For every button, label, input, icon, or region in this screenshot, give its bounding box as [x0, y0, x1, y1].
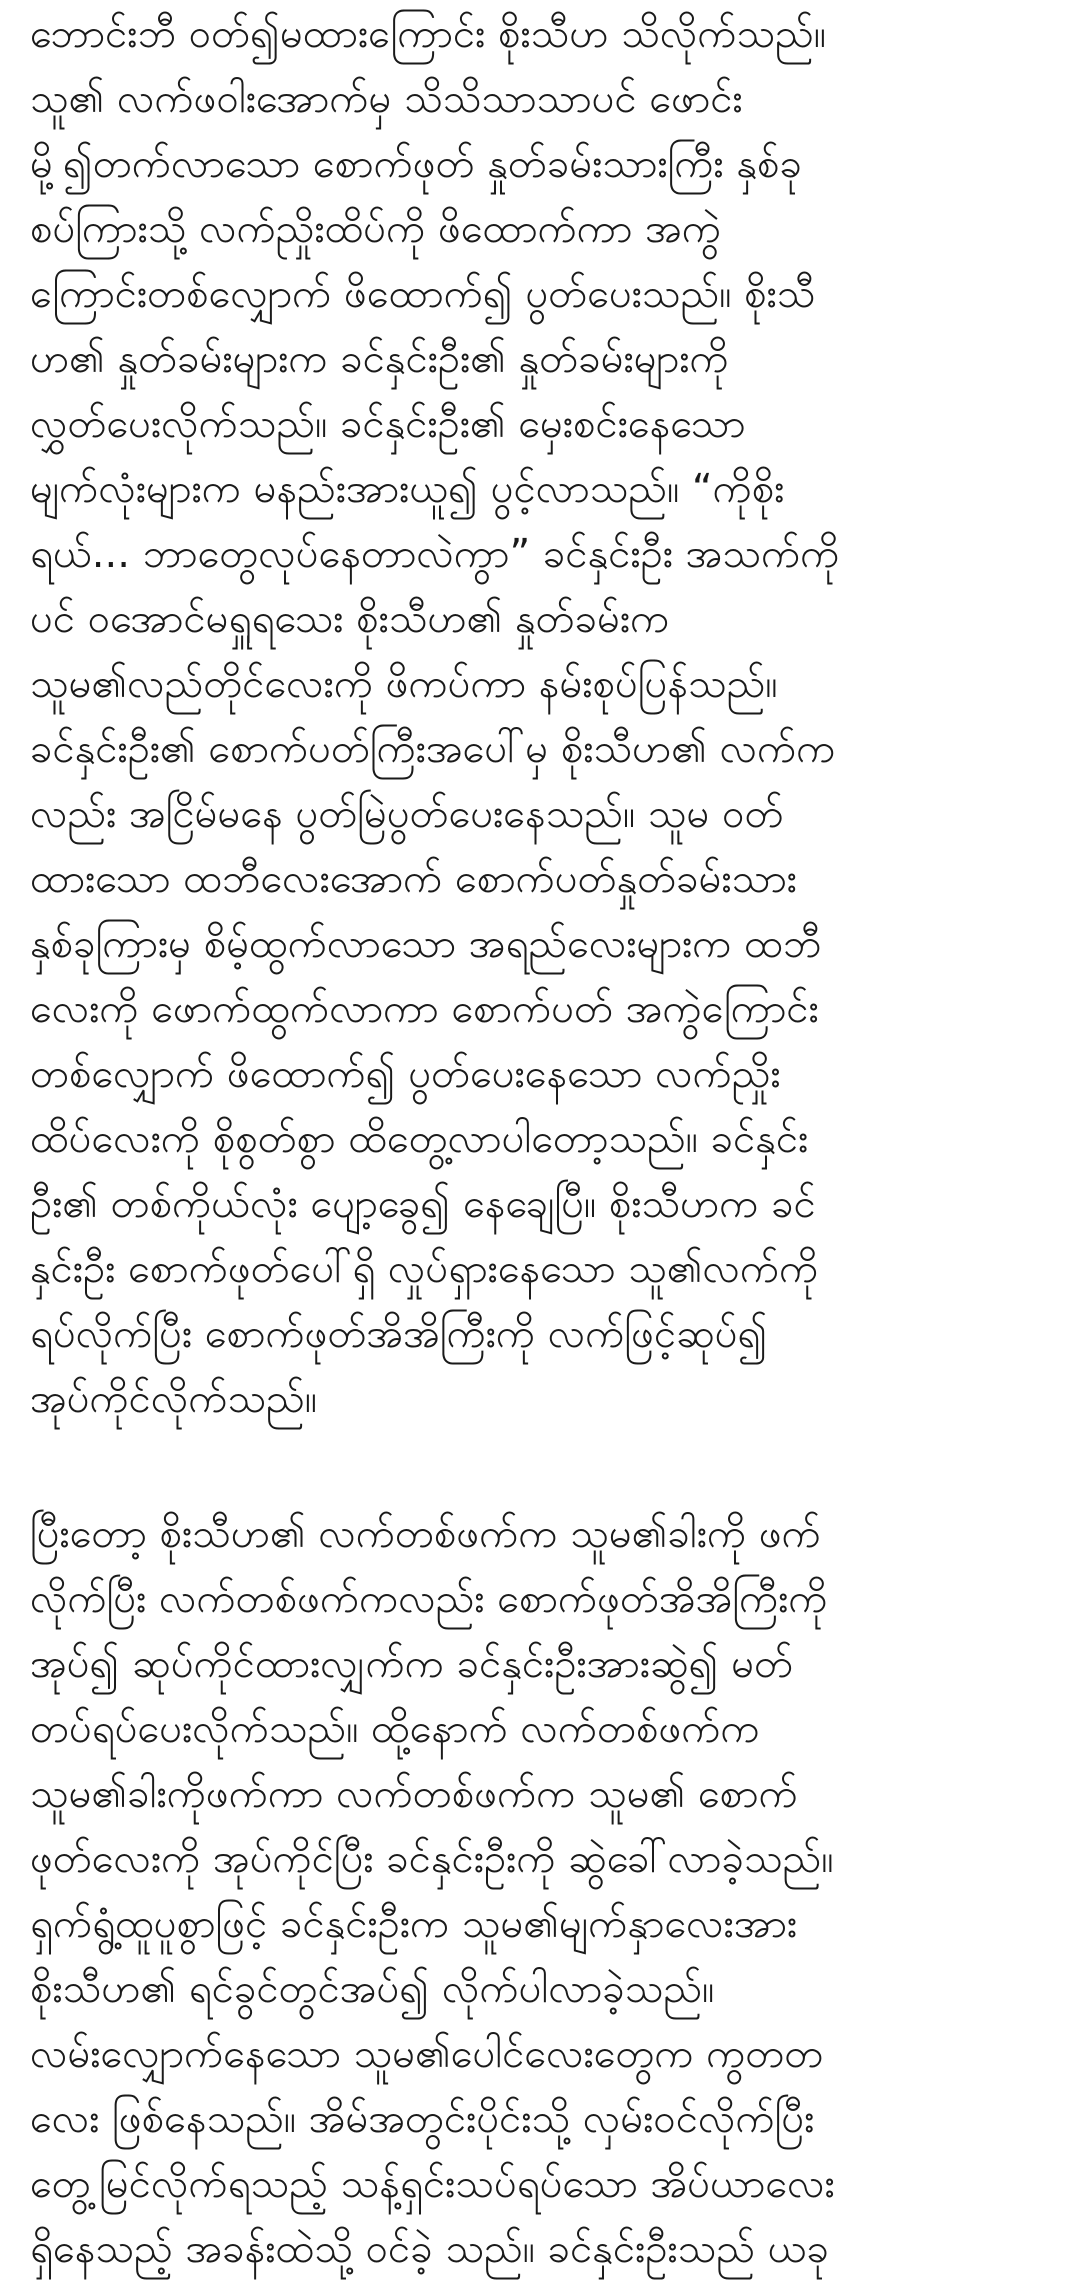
text-line: လွှတ်ပေးလိုက်သည်။ ခင်နှင်းဦး၏ မှေးစင်းနေသော [30, 401, 746, 447]
text-line: သူမ၏လည်တိုင်လေးကို ဖိကပ်ကာ နမ်းစုပ်ပြန်သည်။ [30, 661, 778, 707]
text-line: စိုးသီဟ၏ ရင်ခွင်တွင်အပ်၍ လိုက်ပါလာခဲ့သည်။ [30, 1966, 715, 2012]
text-line: တစ်လျှောက် ဖိထောက်၍ ပွတ်ပေးနေသော လက်ညှိုး [30, 1051, 781, 1097]
text-line: လိုက်ပြီး လက်တစ်ဖက်ကလည်း စောက်ဖုတ်အိအိကြီးကို [30, 1576, 828, 1622]
text-line: လေး ဖြစ်နေသည်။ အိမ်အတွင်းပိုင်းသို့ လှမ်းဝင်လိုက်ပြီး [30, 2096, 815, 2142]
text-line: လေးကို ဖောက်ထွက်လာကာ စောက်ပတ် အကွဲကြောင်း [30, 986, 819, 1032]
text-line: ဦး၏ တစ်ကိုယ်လုံး ပျော့ခွေ၍ နေချေပြီ။ စိုးသီဟက ခင် [30, 1181, 816, 1227]
text-line: နှင်းဦး စောက်ဖုတ်ပေါ်ရှိ လှုပ်ရှားနေသော သူ၏လက်ကို [30, 1246, 819, 1292]
text-line: သူ၏ လက်ဖဝါးအောက်မှ သိသိသာသာပင် ဖောင်း [30, 76, 743, 122]
text-line: ရှိနေသည့် အခန်းထဲသို့ ဝင်ခဲ့ သည်။ ခင်နှင်းဦးသည် ယခု [30, 2226, 830, 2272]
text-line: ခင်နှင်းဦး၏ စောက်ပတ်ကြီးအပေါ်မှ စိုးသီဟ၏ လက်က [30, 726, 836, 772]
text-line: အုပ်ကိုင်လိုက်သည်။ [30, 1376, 317, 1422]
text-line: ဖုတ်လေးကို အုပ်ကိုင်ပြီး ခင်နှင်းဦးကို ဆွဲခေါ်လာခဲ့သည်။ [30, 1836, 834, 1882]
text-line: စပ်ကြားသို့ လက်ညှိုးထိပ်ကို ဖိထောက်ကာ အကွဲ [30, 206, 721, 252]
text-line: တွေ့မြင်လိုက်ရသည့် သန့်ရှင်းသပ်ရပ်သော အိပ်ယာလေး [30, 2161, 835, 2207]
paragraph-1 [30, 2, 1050, 1432]
text-line: ထိပ်လေးကို စိုစွတ်စွာ ထိတွေ့လာပါတော့သည်။ ခင်နှင်း [30, 1116, 809, 1162]
text-line: ရှက်ရွံ့ထူပူစွာဖြင့် ခင်နှင်းဦးက သူမ၏မျက်နှာလေးအား [30, 1901, 798, 1947]
text-line: ရပ်လိုက်ပြီး စောက်ဖုတ်အိအိကြီးကို လက်ဖြင့်ဆုပ်၍ [30, 1311, 768, 1357]
text-line: မို့၍တက်လာသော စောက်ဖုတ် နှုတ်ခမ်းသားကြီး နှစ်ခု [30, 141, 803, 187]
text-line: ပြီးတော့ စိုးသီဟ၏ လက်တစ်ဖက်က သူမ၏ခါးကို ဖက် [30, 1511, 821, 1557]
text-line: လမ်းလျှောက်နေသော သူမ၏ပေါင်လေးတွေက ကွတတ [30, 2031, 824, 2077]
text-line: ရယ်... ဘာတွေလုပ်နေတာလဲကွာ” ခင်နှင်းဦး အသက်ကို [30, 531, 840, 577]
text-line: ပင် ဝအောင်မရှူရသေး စိုးသီဟ၏ နှုတ်ခမ်းက [30, 596, 670, 642]
text-line: ဘောင်းဘီ ဝတ်၍မထားကြောင်း စိုးသီဟ သိလိုက်သည်။ [30, 11, 826, 57]
text-line: မျက်လုံးများက မနည်းအားယူ၍ ပွင့်လာသည်။ “ကိုစိုး [30, 466, 785, 512]
text-line: သူမ၏ခါးကိုဖက်ကာ လက်တစ်ဖက်က သူမ၏ စောက် [30, 1771, 798, 1817]
text-line: လည်း အငြိမ်မနေ ပွတ်မြဲပွတ်ပေးနေသည်။ သူမ ဝတ် [30, 791, 784, 837]
text-line: အုပ်၍ ဆုပ်ကိုင်ထားလျှက်က ခင်နှင်းဦးအားဆွဲ၍ မတ် [30, 1641, 794, 1687]
text-line: ကြောင်းတစ်လျှောက် ဖိထောက်၍ ပွတ်ပေးသည်။ စိုးသီ [30, 271, 816, 317]
text-line: ဟ၏ နှုတ်ခမ်းများက ခင်နှင်းဦး၏ နှုတ်ခမ်းများကို [30, 336, 729, 382]
paragraph-2 [30, 1502, 1050, 2282]
text-line: တပ်ရပ်ပေးလိုက်သည်။ ထို့နောက် လက်တစ်ဖက်က [30, 1706, 760, 1752]
text-line: ထားသော ထဘီလေးအောက် စောက်ပတ်နှုတ်ခမ်းသား [30, 856, 797, 902]
text-line: နှစ်ခုကြားမှ စိမ့်ထွက်လာသော အရည်လေးများက ထဘီ [30, 921, 822, 967]
